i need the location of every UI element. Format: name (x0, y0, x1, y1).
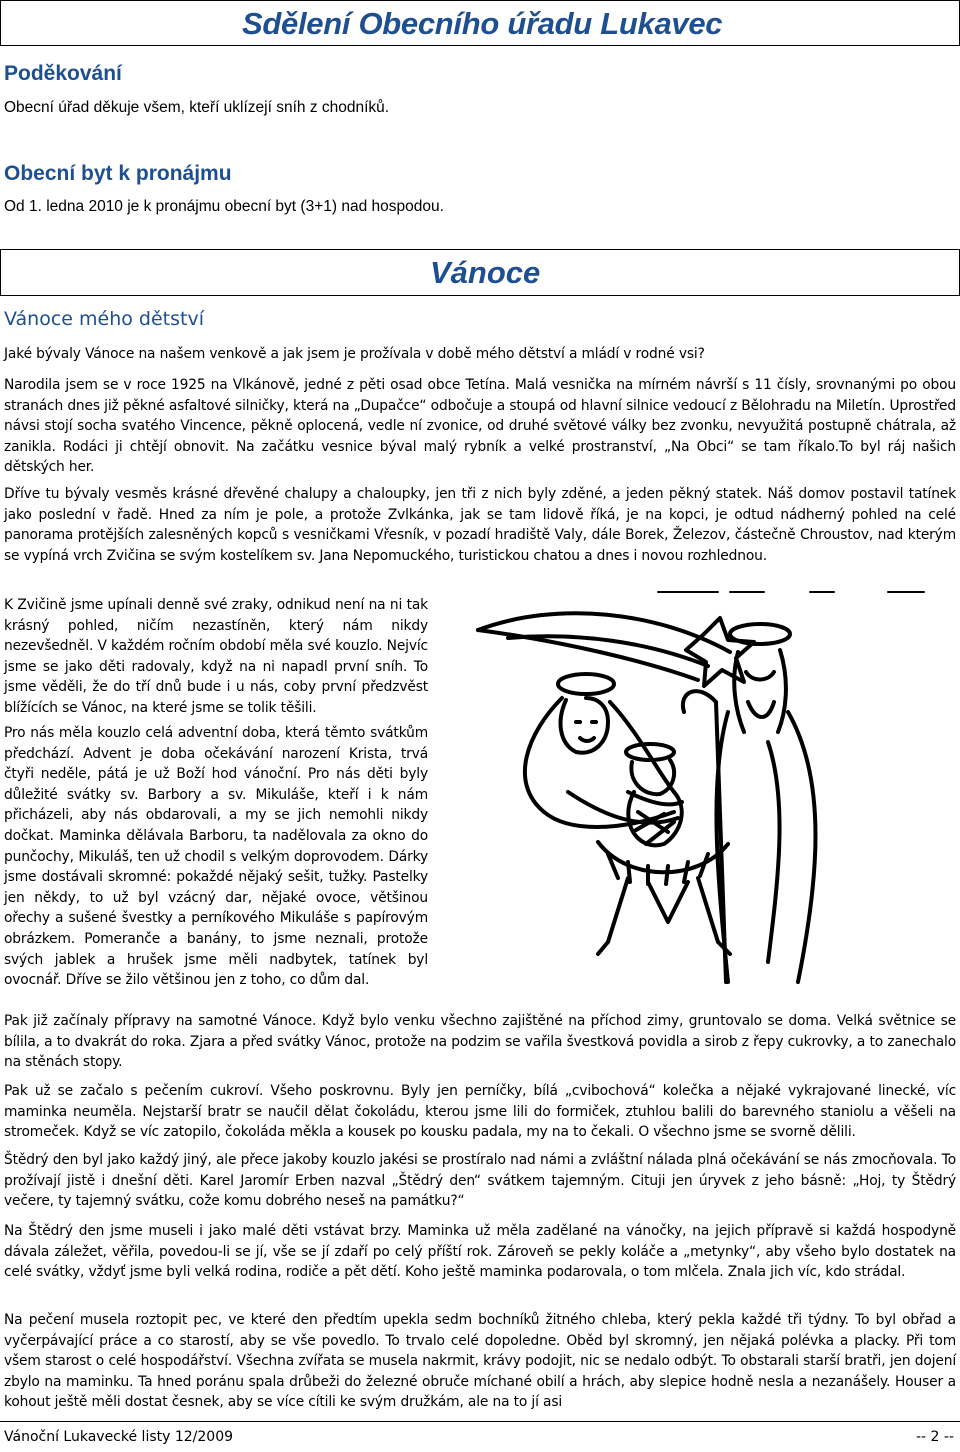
article-paragraph-1: Jaké bývaly Vánoce na našem venkově a jak jsem je prožívala v době mého dětství a mládí v rodné vsi? (4, 346, 705, 362)
article-paragraph-6: Pak již začínaly přípravy na samotné Vánoce. Když bylo venku všechno zajištěné na příchod zimy, gruntovalo se doma. Velká světnice se bílila, a to dvakrát do roka. Zjara a před svátky Vánoc, protože na podzim se vařila švestková povidla a sirob z řepy cukrovky, a to zanechalo na stěnách stopy. (4, 1013, 956, 1070)
thanks-heading: Poděkování (4, 62, 122, 85)
article-paragraph-8: Štědrý den byl jako každý jiný, ale přece jakoby kouzlo jakési se prostíralo nad námi a zvláštní nálada plná očekávání se nás zmocňovala. To prožívají jistě i dnešní děti. Karel Jaromír Erben nazval „Štědrý den“ svátkem tajemným. Cituji jen úryvek z jeho básně: „Hoj, ty Štědrý večere, ty tajemný svátku, cože komu dobrého neseš na památku?“ (4, 1152, 956, 1209)
page-title: Sdělení Obecního úřadu Lukavec (242, 6, 723, 41)
article-paragraph-10: Na pečení musela roztopit pec, ve které den předtím upekla sedm bochníků žitného chleba, který pekla každé tři týdny. To byl obřad a vyčerpávající práce a co starostí, aby se vše povedlo. To trvalo celé dopoledne. Oběd byl skromný, jen nějaká polévka a placky. Při tom všem starost o celé hospodářství. Všechna zvířata se musela nakrmit, krávy podojit, nic se nedalo odbýt. To obstarali starší bratři, jen dojení zbylo na maminku. Ta hned poránu spala drůbeži do železné obruče míchané obilí a hrách, aby slepice hodně nesla a nezanášely. Houser a kohout ještě měli dostat česnek, aby se více cítili ke svým družkám, ale na to jí asi (4, 1312, 956, 1410)
flat-heading: Obecní byt k pronájmu (4, 162, 232, 185)
footer-publication: Vánoční Lukavecké listy 12/2009 (4, 1429, 234, 1445)
article-subheading: Vánoce mého dětství (4, 308, 204, 330)
article-paragraph-9: Na Štědrý den jsme museli i jako malé děti vstávat brzy. Maminka už měla zadělané na vánočky, na jejich přípravě si každá hospodyně dávala záležet, věřila, povedou-li se jí, vše se jí zdaří po celý příští rok. Zároveň se pekly koláče a „metynky“, aby všeho bylo dostatek na celé svátky, vždyť jsme byli velká rodina, rodiče a pět dětí. Koho ještě maminka podarovala, o tom mlčela. Znala jich víc, kdo strádal. (4, 1223, 956, 1280)
page-number: -- 2 -- (915, 1429, 954, 1445)
thanks-text: Obecní úřad děkuje všem, kteří uklízejí sníh z chodníků. (4, 99, 390, 116)
section-title: Vánoce (430, 255, 541, 290)
article-paragraph-3: Dříve tu bývaly vesměs krásné dřevěné chalupy a chaloupky, jen tři z nich byly zděné, a jeden pěkný statek. Náš domov postavil tatínek jako poslední v řadě. Hned za ním je pole, a protože Zvlkánka, jak se tam lidově říká, je na kopci, je odtud nádherný pohled na celé panorama protějších zalesněných kopců s vesničkami Vřesník, v pozadí hradiště Valy, dále Borek, Železov, částečně Chroustov, nad kterým se vypíná vrch Zvičina se svým kostelíkem sv. Jana Nepomuckého, turistickou chatou a dnes i novou rozhlednou. (4, 486, 956, 564)
article-paragraph-2: Narodila jsem se v roce 1925 na Vlkánově, jedné z pěti osad obce Tetína. Malá vesnička na mírném návrší s 11 čísly, srovnanými po obou stranách dnes již pěkné asfaltové silničky, která na „Dupačce“ odbočuje a stoupá od hlavní silnice vedoucí z Bělohradu na Miletín. Uprostřed návsi stojí socha svatého Vincence, pěkně oplocená, vedle ní zvonice, od druhé světové války bez zvonku, nevyužitá postupně chátrala, až zanikla. Rodáci ji chtějí obnovit. Na začátku vesnice býval malý rybník a velké prostranství, „Na Obci“ se tam říkalo.To byl ráj našich dětských her. (4, 377, 956, 475)
article-paragraph-7: Pak už se začalo s pečením cukroví. Všeho poskrovnu. Byly jen perníčky, bílá „cvibochová“ kolečka a nějaké vykrajované linecké, víc maminka neuměla. Nejstarší bratr se naučil dělat čokoládu, kterou jsme lili do formiček, ztuhlou balili do barevného staniolu a věšeli na stromeček. Když se víc zatopilo, čokoláda měkla a kousek po kousku padala, my na to čekali. O všechno jsme se svorně dělili. (4, 1083, 956, 1140)
nativity-illustration (468, 582, 956, 1002)
article-paragraph-4: K Zvičině jsme upínali denně své zraky, odnikud není na ni tak krásný pohled, ničím nezastíněn, který nám nikdy nezevšedněl. V každém ročním období měla své kouzlo. Nejvíc jsme se jako děti radovaly, když na ni napadl první sníh. To jsme věděli, že do tří dnů bude i u nás, coby první předzvěst blížících se Vánoc, na které jsme se tolik těšili. (4, 597, 428, 716)
flat-text: Od 1. ledna 2010 je k pronájmu obecní byt (3+1) nad hospodou. (4, 198, 444, 215)
footer-rule (0, 1421, 960, 1422)
article-paragraph-5: Pro nás měla kouzlo celá adventní doba, která těmto svátkům předchází. Advent je doba očekávání narození Krista, trvá čtyři neděle, pátá je už Boží hod vánoční. Pro nás děti byly důležité svátky sv. Barbory a sv. Mikuláše, kteří i k nám přicházeli, aby nás obdarovali, a my se jich nemohli nikdy dočkat. Maminka dělávala Barboru, ta nadělovala za okno do punčochy, Mikuláš, ten už chodil s velkým doprovodem. Dárky jsme dostávali skromné: pokaždé nějaký sešit, tužky. Pastelky jen někdy, to už byl vzácný dar, nějaké ovoce, většinou ořechy a sušené švestky a perníkového Mikuláše s papírovým obrázkem. Pomeranče a banány, to jsme neznali, protože svých jablek a hrušek jsme měli nadbytek, tatínek byl ovocnář. Dříve se žilo většinou jen z toho, co dům dal. (4, 725, 428, 989)
